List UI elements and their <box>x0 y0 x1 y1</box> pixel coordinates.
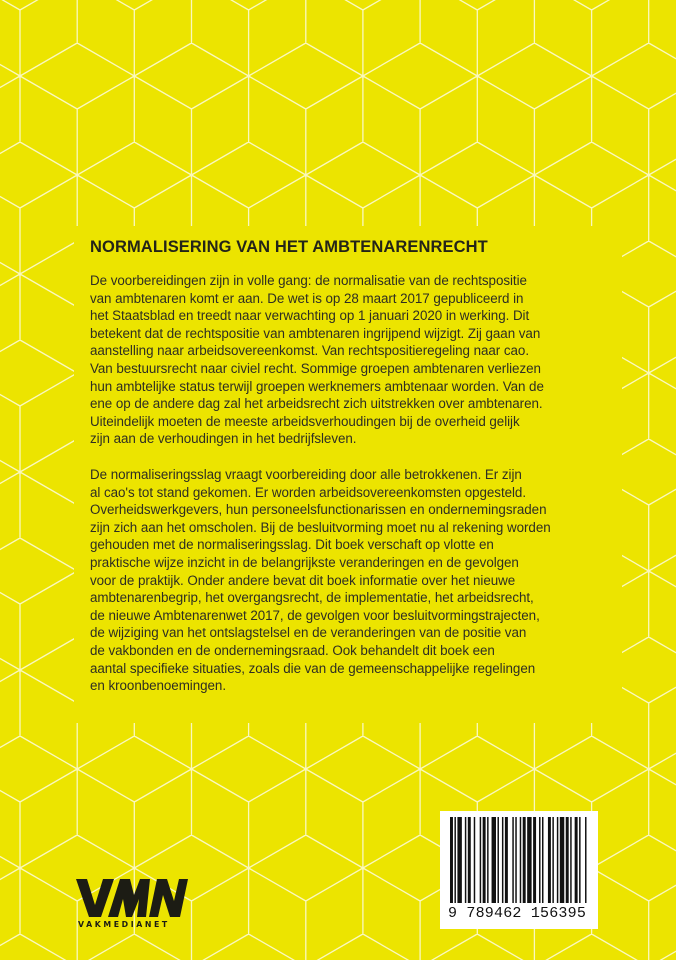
text-line: De normaliseringsslag vraagt voorbereiding door alle betrokkenen. Er zijn <box>90 467 522 482</box>
isbn-barcode <box>440 811 598 929</box>
publisher-name: VAKMEDIANET <box>78 920 170 929</box>
text-line: aantal specifieke situaties, zoals die van de gemeenschappelijke regelingen <box>90 660 536 676</box>
text-line: Uiteindelijk moeten de meeste arbeidsverhoudingen bij de overheid gelijk <box>90 413 520 429</box>
cover-title: NORMALISERING VAN HET AMBTENARENRECHT <box>90 238 488 256</box>
isbn-number: 9 789462 156395 <box>448 905 587 922</box>
text-line: en kroonbenoemingen. <box>90 678 226 694</box>
text-line: ambtenarenbegrip, het overgangsrecht, de implementatie, het arbeidsrecht, <box>90 590 534 606</box>
text-line: praktische wijze inzicht in de belangrijkste veranderingen en de gevolgen <box>90 554 519 570</box>
text-line: de vakbonden en de ondernemingsraad. Ook behandelt dit boek een <box>90 642 495 658</box>
text-line: voor de praktijk. Onder andere bevat dit boek informatie over het nieuwe <box>90 572 516 588</box>
text-line: Overheidswerkgevers, hun personeelsfunctionarissen en ondernemingsraden <box>90 502 547 518</box>
text-line: de nieuwe Ambtenarenwet 2017, de gevolgen voor besluitvormingstrajecten, <box>90 607 540 623</box>
text-line: betekent dat de rechtspositie van ambtenaren ingrijpend wijzigt. Zij gaan van <box>90 325 541 341</box>
description-paragraph-1 <box>90 272 544 448</box>
text-line: van ambtenaren komt er aan. De wet is op 28 maart 2017 gepubliceerd in <box>90 290 524 306</box>
text-line: gehouden met de normaliseringsslag. Dit boek verschaft op vlotte en <box>90 537 494 553</box>
text-line: De voorbereidingen zijn in volle gang: de normalisatie van de rechtspositie <box>90 273 527 288</box>
text-line: zijn zich aan het omscholen. Bij de besluitvorming moet nu al rekening worden <box>90 519 551 535</box>
text-line: hun ambtelijke status terwijl groepen werknemers ambtenaar worden. Van de <box>90 378 544 394</box>
text-line: het Staatsblad en treedt naar verwachting op 1 januari 2020 in werking. Dit <box>90 308 530 324</box>
barcode-bars <box>448 817 590 905</box>
text-line: ene op de andere dag zal het arbeidsrecht zich uitstrekken over ambtenaren. <box>90 396 543 412</box>
description-paragraph-2 <box>90 466 551 695</box>
text-line: aanstelling naar arbeidsovereenkomst. Van rechtspositieregeling naar cao. <box>90 343 529 359</box>
text-line: zijn aan de verhoudingen in het bedrijfsleven. <box>90 431 357 447</box>
text-line: Van bestuursrecht naar civiel recht. Sommige groepen ambtenaren verliezen <box>90 360 541 376</box>
text-line: de wijziging van het ontslagstelsel en de veranderingen van de positie van <box>90 625 527 641</box>
text-line: al cao's tot stand gekomen. Er worden arbeidsovereenkomsten opgesteld. <box>90 484 526 500</box>
vmn-logo-icon <box>76 879 188 917</box>
